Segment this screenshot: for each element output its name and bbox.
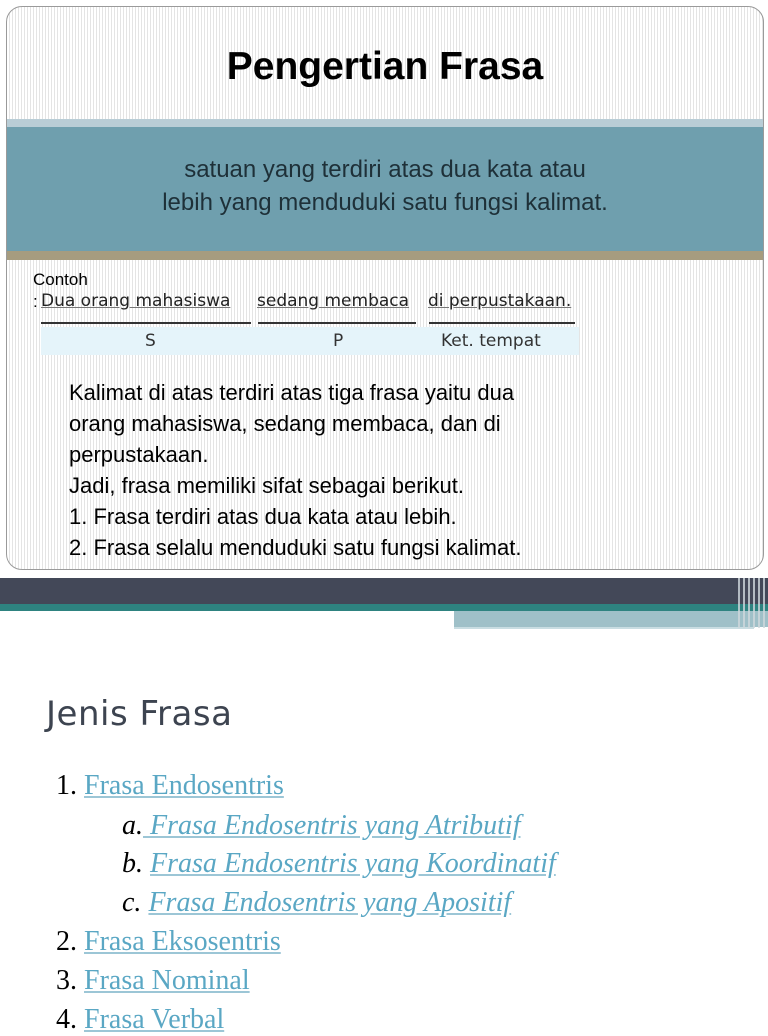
slide-divider-dark xyxy=(0,578,768,604)
definition-text xyxy=(7,153,763,219)
explanation-line: Jadi, frasa memiliki sifat sebagai berikut. xyxy=(69,473,464,498)
band-divider-bottom xyxy=(7,251,763,260)
definition-line-1: satuan yang terdiri atas dua kata atau xyxy=(184,156,586,183)
slide-pengertian-frasa xyxy=(6,6,764,570)
list-letter: b. xyxy=(122,848,143,879)
explanation-line: Kalimat di atas terdiri atas tiga frasa yaitu dua xyxy=(69,380,515,405)
list-item xyxy=(56,1004,224,1036)
definition-band xyxy=(7,127,763,251)
example-labels xyxy=(41,327,579,355)
underline-keterangan xyxy=(429,322,575,324)
contoh-colon: : xyxy=(33,292,38,311)
link-frasa-endosentris[interactable]: Frasa Endosentris xyxy=(84,770,284,801)
explanation-text xyxy=(69,377,669,563)
list-letter: c. xyxy=(122,887,142,918)
decorative-stripes xyxy=(738,578,768,628)
example-sentence-figure xyxy=(41,291,579,355)
slide-divider-teal xyxy=(0,604,768,611)
explanation-line: perpustakaan. xyxy=(69,442,209,467)
link-frasa-endosentris-atributif[interactable]: Frasa Endosentris yang Atributif xyxy=(143,810,521,841)
list-item xyxy=(56,926,281,958)
explanation-line: orang mahasiswa, sedang membaca, dan di xyxy=(69,411,501,436)
link-frasa-verbal[interactable]: Frasa Verbal xyxy=(84,1004,225,1035)
label-s: S xyxy=(145,331,156,351)
label-keterangan: Ket. tempat xyxy=(441,331,541,351)
list-number: 3. xyxy=(56,965,77,996)
slide-title: Pengertian Frasa xyxy=(226,45,544,88)
example-predicate: sedang membaca xyxy=(257,291,410,311)
slide-divider-light xyxy=(454,611,768,627)
list-letter: a. xyxy=(122,810,143,841)
definition-line-2: lebih yang menduduki satu fungsi kalimat. xyxy=(162,189,608,216)
underline-subject xyxy=(41,322,251,324)
example-subject: Dua orang mahasiswa xyxy=(41,291,231,311)
link-frasa-eksosentris[interactable]: Frasa Eksosentris xyxy=(84,926,281,957)
list-item xyxy=(122,810,521,842)
example-underlines xyxy=(41,322,579,324)
list-item xyxy=(122,887,511,919)
link-frasa-nominal[interactable]: Frasa Nominal xyxy=(84,965,250,996)
explanation-line: 1. Frasa terdiri atas dua kata atau lebih. xyxy=(69,504,457,529)
link-frasa-endosentris-koordinatif[interactable]: Frasa Endosentris yang Koordinatif xyxy=(150,848,556,879)
contoh-label: Contoh xyxy=(33,270,88,289)
example-keterangan: di perpustakaan. xyxy=(428,291,572,311)
list-number: 2. xyxy=(56,926,77,957)
slide-title-jenis-frasa: Jenis Frasa xyxy=(46,694,233,734)
list-item xyxy=(56,770,284,802)
list-item xyxy=(56,965,250,997)
underline-predicate xyxy=(258,322,416,324)
band-divider-top xyxy=(7,119,763,127)
link-frasa-endosentris-apositif[interactable]: Frasa Endosentris yang Apositif xyxy=(148,887,512,918)
label-p: P xyxy=(333,331,344,351)
explanation-line: 2. Frasa selalu menduduki satu fungsi kalimat. xyxy=(69,535,522,560)
slide-divider-light-thin xyxy=(454,627,754,629)
list-item xyxy=(122,848,556,880)
list-number: 4. xyxy=(56,1004,77,1035)
list-number: 1. xyxy=(56,770,77,801)
